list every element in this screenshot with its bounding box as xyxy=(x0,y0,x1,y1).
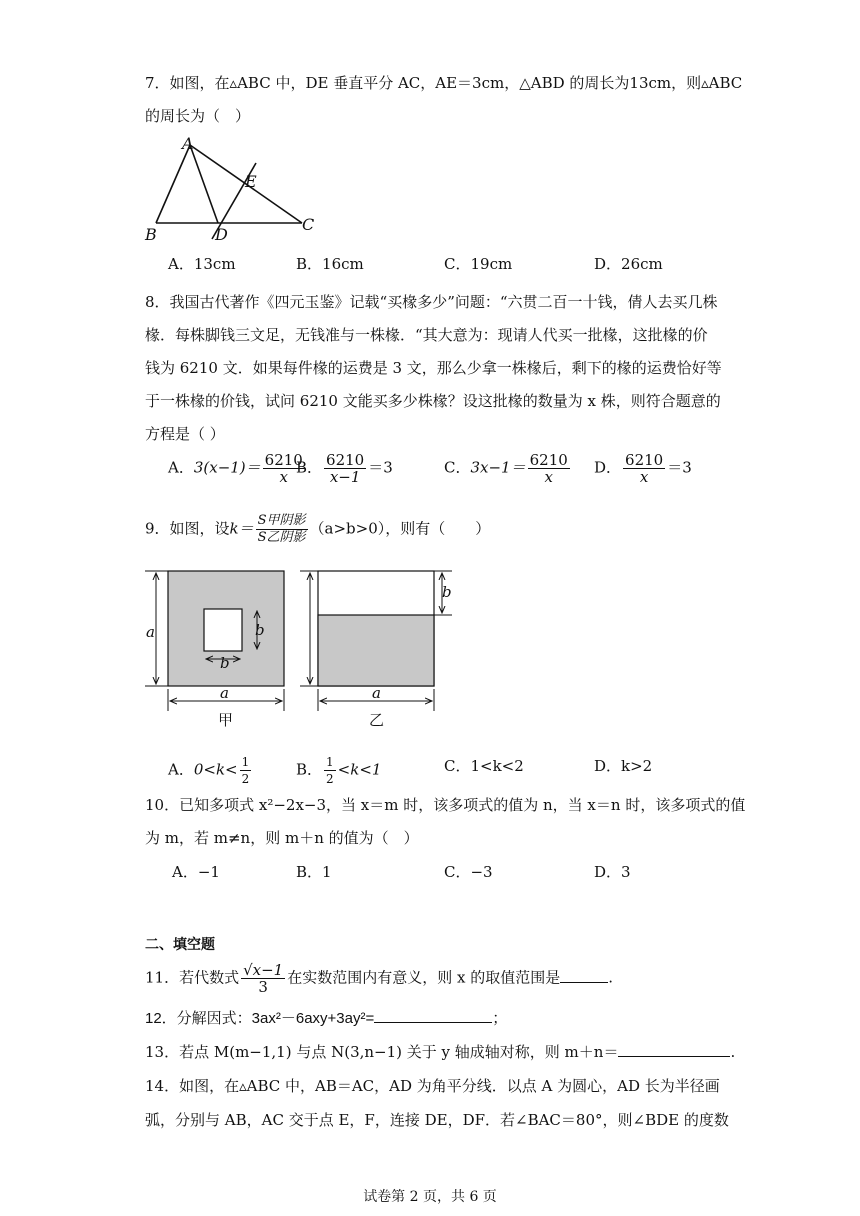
q9-option-a-text: 0<k< xyxy=(193,760,238,779)
q8-option-b[interactable] xyxy=(296,452,393,485)
page-footer: 试卷第 2 页，共 6 页 xyxy=(363,1189,497,1205)
q7-line2: 的周长为（ ） xyxy=(145,107,251,125)
label-yi: 乙 xyxy=(369,711,385,729)
frac-den: 3 xyxy=(258,978,268,996)
line-ad xyxy=(190,145,218,223)
q8-option-c[interactable] xyxy=(444,452,572,485)
q12-answer-blank[interactable] xyxy=(374,1008,492,1023)
q10-option-a[interactable]: A．−1 xyxy=(172,863,220,881)
q11-line xyxy=(145,962,613,995)
q8-line5: 方程是（ ） xyxy=(145,425,225,443)
q14-line2: 弧，分别与 AB，AC 交于点 E，F，连接 DE，DF．若∠BAC＝80°，则∠BDE 的度数 xyxy=(145,1111,729,1129)
frac-num: S甲阴影 xyxy=(257,513,306,528)
q8-option-b-rhs: ＝3 xyxy=(368,458,393,477)
q13-text: 13．若点 M(m−1,1) 与点 N(3,n−1) 关于 y 轴成轴对称，则 m＋n＝ xyxy=(145,1043,619,1061)
frac-num: 1 xyxy=(326,755,334,769)
q11-prefix: 11．若代数式 xyxy=(145,968,240,987)
q10-option-c[interactable]: C．−3 xyxy=(444,863,493,881)
q7-option-b[interactable]: B．16cm xyxy=(296,255,364,273)
q8-option-c-fraction xyxy=(528,452,570,485)
q9-option-b-text: <k<1 xyxy=(337,760,382,779)
frac-den: S乙阴影 xyxy=(257,530,306,545)
q13-line xyxy=(145,1042,735,1062)
q9-option-b-fraction xyxy=(324,754,336,787)
q11-suffix: 在实数范围内有意义，则 x 的取值范围是 xyxy=(287,968,561,987)
q9-prefix: 9．如图，设 xyxy=(145,519,230,538)
frac-den: x xyxy=(544,468,553,486)
yi-shaded-rect xyxy=(318,615,434,686)
frac-num: √x−1 xyxy=(243,961,284,979)
label-b-bottom: b xyxy=(220,654,230,672)
q8-option-d[interactable] xyxy=(594,452,692,485)
q7-option-a[interactable]: A．13cm xyxy=(168,255,236,273)
label-b-right: b xyxy=(442,583,452,601)
q9-option-a-fraction xyxy=(240,754,252,787)
frac-num: 6210 xyxy=(326,451,365,469)
frac-den: 2 xyxy=(241,772,250,786)
q9-stem xyxy=(145,513,490,546)
q11-answer-blank[interactable] xyxy=(560,968,608,983)
q13-end: . xyxy=(730,1043,736,1061)
q7-line1: 7．如图，在▵ABC 中，DE 垂直平分 AC，AE＝3cm，△ABD 的周长为13cm，则▵ABC xyxy=(145,74,743,92)
q8-line2: 椽．每株脚钱三文足，无钱准与一株椽．“其大意为：现请人代买一批椽，这批椽的价 xyxy=(145,326,708,344)
label-e: E xyxy=(245,172,257,191)
q9-option-c[interactable]: C．1<k<2 xyxy=(444,757,524,775)
q12-text: 12．分解因式：3ax²－6axy+3ay²= xyxy=(145,1010,375,1027)
q7-option-d[interactable]: D．26cm xyxy=(594,255,663,273)
frac-den: x xyxy=(639,468,649,486)
q9-option-b-label: B． xyxy=(296,760,323,779)
frac-num: 6210 xyxy=(529,451,568,469)
q9-suffix: （a>b>0），则有（ ） xyxy=(309,519,491,538)
q10-line1: 10．已知多项式 x²−2x−3，当 x＝m 时，该多项式的值为 n，当 x＝n 时，该多项式的值 xyxy=(145,796,746,814)
label-a-bottom2: a xyxy=(372,684,381,702)
q10-option-b[interactable]: B．1 xyxy=(296,863,332,881)
label-a-left: a xyxy=(146,623,155,641)
q8-option-a-lhs: 3(x−1)＝ xyxy=(193,458,261,477)
frac-num: 6210 xyxy=(264,451,303,469)
q7-option-c[interactable]: C．19cm xyxy=(444,255,513,273)
label-a: A xyxy=(182,135,194,153)
jia-inner-square xyxy=(204,609,242,651)
q9-option-a[interactable] xyxy=(168,754,253,787)
q9-k: k＝ xyxy=(229,519,254,538)
section-heading: 二、填空题 xyxy=(145,937,215,953)
label-c: C xyxy=(302,215,315,234)
q8-line1: 8．我国古代著作《四元玉鉴》记载“买椽多少”问题：“六贯二百一十钱，倩人去买几株 xyxy=(145,293,718,311)
q10-line2: 为 m，若 m≠n，则 m＋n 的值为（ ） xyxy=(145,829,419,847)
q12-line xyxy=(145,1008,507,1029)
q8-option-d-label: D． xyxy=(594,458,622,477)
frac-num: 6210 xyxy=(625,451,664,469)
frac-den: 2 xyxy=(326,772,334,786)
q9-option-a-label: A． xyxy=(168,760,194,779)
label-a-bottom: a xyxy=(220,684,229,702)
label-d: D xyxy=(215,225,228,244)
frac-den: x xyxy=(279,468,288,486)
q8-option-d-rhs: ＝3 xyxy=(667,458,692,477)
q8-option-b-fraction xyxy=(324,452,366,485)
q9-option-b[interactable] xyxy=(296,754,381,787)
label-b: B xyxy=(145,225,157,244)
q11-end: . xyxy=(608,968,614,987)
q8-option-a[interactable] xyxy=(168,452,307,485)
q8-option-b-label: B． xyxy=(296,458,323,477)
q7-triangle-figure xyxy=(140,135,320,245)
q9-option-d[interactable]: D．k>2 xyxy=(594,757,653,775)
frac-den: x−1 xyxy=(329,468,361,486)
q9-fraction xyxy=(256,513,308,546)
q8-option-d-fraction xyxy=(623,452,665,485)
q8-option-c-label: C． xyxy=(444,458,471,477)
q8-line4: 于一株椽的价钱，试问 6210 文能买多少株椽？设这批椽的数量为 x 株，则符合题意的 xyxy=(145,392,721,410)
label-jia: 甲 xyxy=(218,711,234,729)
label-b-inner: b xyxy=(255,621,265,639)
q13-answer-blank[interactable] xyxy=(618,1042,730,1057)
q8-line3: 钱为 6210 文．如果每件椽的运费是 3 文，那么少拿一株椽后，剩下的椽的运费恰好等 xyxy=(145,359,722,377)
q11-fraction xyxy=(241,962,285,995)
q10-option-d[interactable]: D．3 xyxy=(594,863,631,881)
q9-figure xyxy=(140,565,460,740)
q8-option-a-label: A． xyxy=(168,458,194,477)
line-ab xyxy=(156,145,190,223)
q14-line1: 14．如图，在▵ABC 中，AB＝AC，AD 为角平分线．以点 A 为圆心，AD 长为半径画 xyxy=(145,1077,720,1095)
frac-num: 1 xyxy=(241,755,250,769)
q8-option-c-lhs: 3x−1＝ xyxy=(470,458,526,477)
q12-end: ； xyxy=(492,1009,508,1027)
